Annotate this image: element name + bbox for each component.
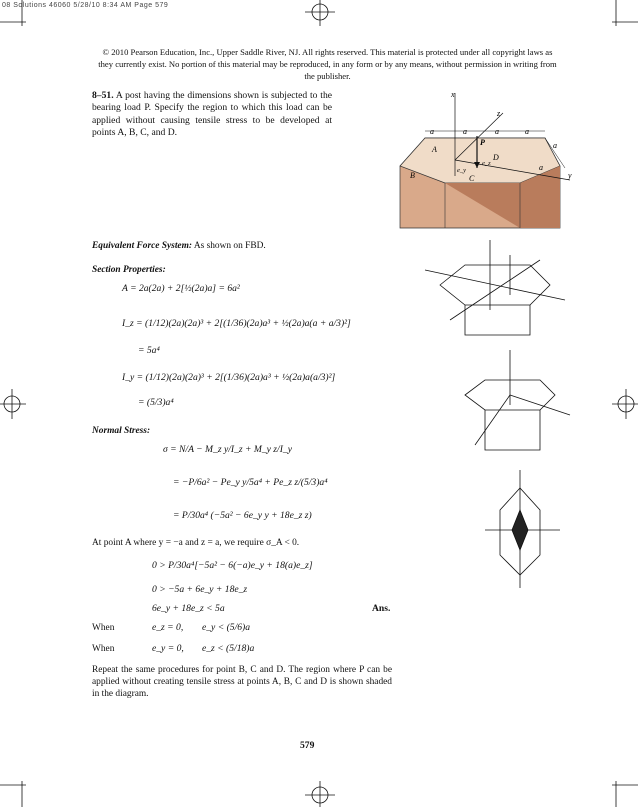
fig-label: a: [525, 127, 529, 136]
fig-label: a: [495, 127, 499, 136]
fig-label: e_z: [482, 160, 491, 167]
answer-marker: Ans.: [372, 603, 391, 614]
inequality-1: 0 > P/30a⁴[−5a² − 6(−a)e_y + 18(a)e_z]: [152, 560, 313, 571]
sigma-equation-2: = −P/6a² − Pe_y y/5a⁴ + Pe_z z/(5/3)a⁴: [173, 477, 328, 488]
when-label: When: [92, 644, 115, 654]
problem-statement: [92, 90, 332, 140]
sigma-equation: σ = N/A − M_z y/I_z + M_y z/I_y: [163, 444, 292, 455]
when-label: When: [92, 623, 115, 633]
efs-line: [92, 240, 266, 252]
post-figure: [385, 88, 575, 233]
when-result: e_z < (5/18)a: [202, 643, 255, 654]
fig-label: a: [430, 127, 434, 136]
sigma-equation-3: = P/30a⁴ (−5a² − 6e_y y + 18e_z z): [173, 510, 312, 521]
page-number: 579: [300, 740, 315, 751]
fig-label: z: [497, 109, 501, 118]
fig-label: y: [568, 171, 572, 180]
inequality-3: 6e_y + 18e_z < 5a: [152, 603, 225, 614]
when-condition: e_z = 0,: [152, 622, 184, 633]
iy-equation: I_y = (1/12)(2a)(2a)³ + 2[(1/36)(2a)a³ + ½(2a)a(a/3)²]: [122, 372, 336, 383]
fig-label: a: [539, 163, 543, 172]
when-condition: e_y = 0,: [152, 643, 184, 654]
iz-equation: I_z = (1/12)(2a)(2a)³ + 2[(1/36)(2a)a³ + ½(2a)a(a + a/3)²]: [122, 318, 351, 329]
efs-label: Equivalent Force System:: [92, 241, 192, 251]
inequality-2: 0 > −5a + 6e_y + 18e_z: [152, 584, 248, 595]
fig-label: D: [493, 153, 499, 162]
point-a-condition: At point A where y = −a and z = a, we require σ_A < 0.: [92, 538, 300, 548]
problem-text: A post having the dimensions shown is subjected to the bearing load P. Specify the region to which this load can be applied without causing tensile stress to be developed at points A, B, C, and D.: [92, 90, 332, 139]
copyright-notice: © 2010 Pearson Education, Inc., Upper Saddle River, NJ. All rights reserved. This material is protected under all copyright laws as they currently exist. No portion of this material may be reproduced, in any form or by any means, without permission in writing from the publisher.: [98, 47, 557, 81]
fig-label: C: [469, 174, 475, 183]
section-properties-label: Section Properties:: [92, 265, 166, 275]
area-equation: A = 2a(2a) + 2[½(2a)a] = 6a²: [122, 283, 240, 294]
iy-result: = (5/3)a⁴: [138, 397, 174, 408]
fig-label: e_y: [457, 167, 467, 174]
efs-text: As shown on FBD.: [193, 241, 266, 251]
fig-label: x: [451, 90, 455, 99]
normal-stress-label: Normal Stress:: [92, 426, 151, 436]
fig-label: P: [480, 138, 485, 147]
fig-label: a: [463, 127, 467, 136]
fig-label: A: [432, 145, 437, 154]
problem-number: 8–51.: [92, 90, 114, 101]
fbd-sketch: [420, 240, 570, 350]
region-sketch: [485, 470, 565, 590]
when-result: e_y < (5/6)a: [202, 622, 251, 633]
fig-label: B: [410, 171, 415, 180]
file-slug: 08 Solutions 46060 5/28/10 8:34 AM Page 579: [2, 2, 169, 9]
fig-label: a: [553, 141, 557, 150]
iz-result: = 5a⁴: [138, 345, 160, 356]
conclusion-text: Repeat the same procedures for point B, C and D. The region where P can be applied without creating tensile stress at points A, B, C and D is shown shaded in the diagram.: [92, 665, 392, 699]
stress-sketch: [455, 345, 575, 465]
